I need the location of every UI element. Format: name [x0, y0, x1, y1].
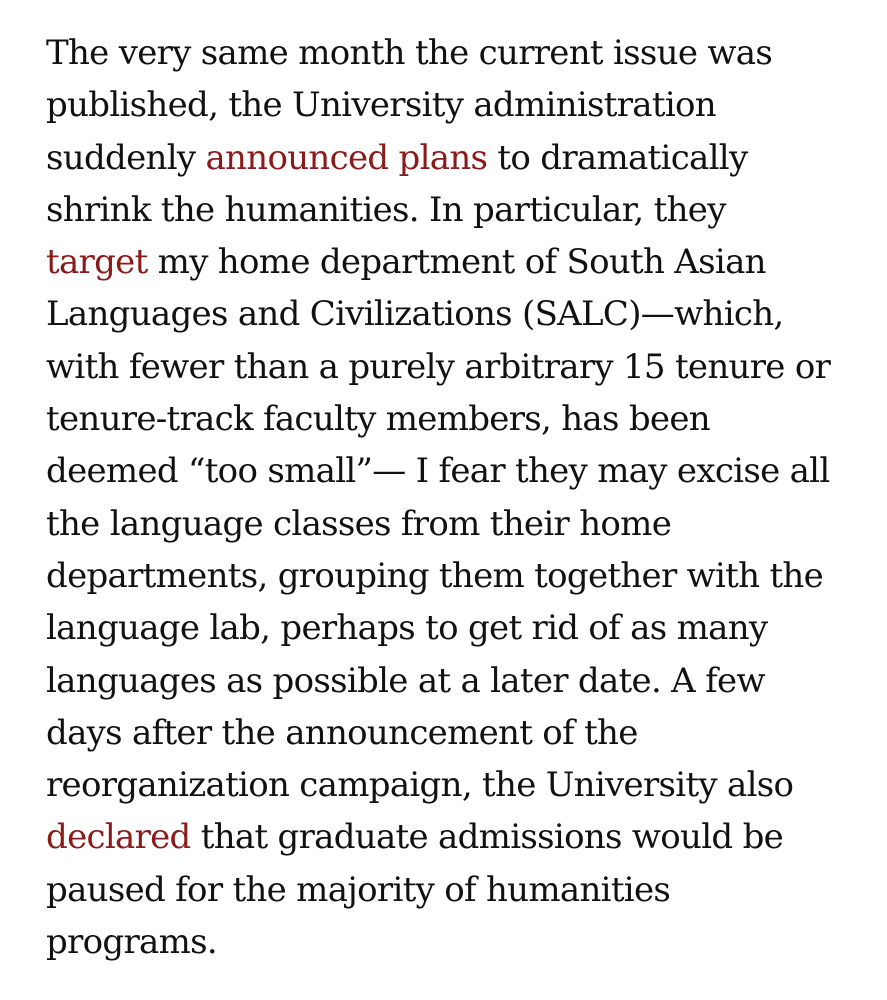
text-segment: languages as possible at a later date. A few: [46, 660, 765, 701]
text-segment: suddenly: [46, 137, 206, 178]
text-segment: programs.: [46, 922, 217, 963]
text-line: [46, 498, 846, 550]
text-line: [46, 184, 846, 236]
text-segment: The very same month the current issue was: [46, 33, 773, 73]
text-segment: reorganization campaign, the University also: [46, 765, 794, 806]
inline-link[interactable]: target: [46, 242, 148, 283]
text-line: [46, 655, 846, 707]
text-line: [46, 79, 846, 131]
text-line: [46, 341, 846, 393]
article-body: [46, 27, 846, 968]
text-segment: Languages and Civilizations (SALC)—which,: [46, 294, 784, 335]
text-segment: language lab, perhaps to get rid of as many: [46, 608, 768, 649]
text-line: [46, 707, 846, 759]
text-segment: with fewer than a purely arbitrary 15 tenure or: [46, 346, 831, 387]
text-line: [46, 811, 846, 863]
text-line: [46, 288, 846, 340]
text-line: [46, 602, 846, 654]
text-segment: to dramatically: [487, 137, 748, 178]
text-segment: deemed “too small”— I fear they may excise all: [46, 451, 830, 492]
text-line: [46, 916, 846, 968]
text-segment: that graduate admissions would be: [190, 817, 784, 858]
text-line: [46, 236, 846, 288]
inline-link[interactable]: declared: [46, 817, 191, 858]
text-segment: tenure-track faculty members, has been: [46, 399, 710, 440]
text-line: [46, 132, 846, 184]
text-line: [46, 759, 846, 811]
text-line: [46, 27, 846, 79]
text-segment: the language classes from their home: [46, 503, 672, 544]
text-segment: departments, grouping them together with the: [46, 555, 824, 596]
article-paragraph: [46, 27, 846, 968]
text-segment: shrink the humanities. In particular, they: [46, 189, 726, 230]
text-line: [46, 550, 846, 602]
text-segment: published, the University administration: [46, 85, 716, 126]
text-line: [46, 393, 846, 445]
inline-link[interactable]: announced plans: [205, 137, 488, 178]
text-segment: days after the announcement of the: [46, 712, 638, 753]
text-segment: my home department of South Asian: [147, 242, 766, 283]
text-segment: paused for the majority of humanities: [46, 869, 671, 910]
text-line: [46, 445, 846, 497]
text-line: [46, 864, 846, 916]
